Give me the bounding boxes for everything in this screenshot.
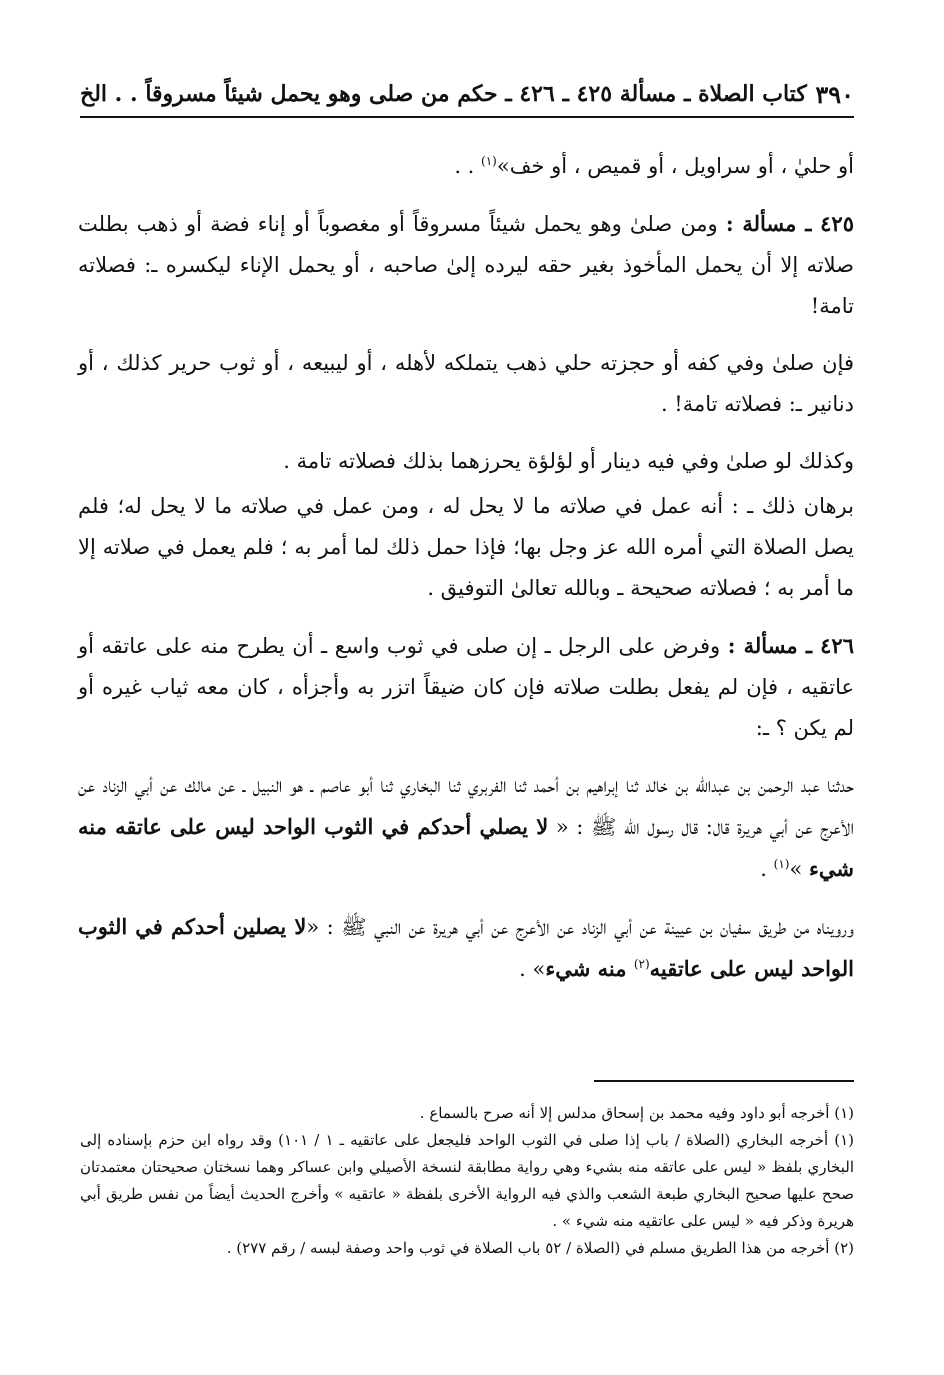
- paragraph-isnad-1: حدثنا عبد الرحمن بن عبدالله بن خالد ثنا إبراهيم بن أحمد ثنا الفربري ثنا البخاري ثنا أبو عاصم ـ هو النبيل ـ عن مالك عن أبي الزناد عن الأعرج عن أبي هريرة قال: قال رسول الله ﷺ : « لا يصلي أحدكم في الثوب الواحد ليس على عاتقه منه شيء »$^{(١)}$ .: [78, 773, 854, 881]
- footnote-divider: [594, 1080, 854, 1082]
- issue-425: ٤٢٥ ـ مسألة : ومن صلىٰ وهو يحمل شيئاً مسروقاً أو مغصوباً أو إناء فضة أو ذهب بطلت صلاته إلا أن يحمل المأخوذ بغير حقه ليرده إلىٰ صاحبه ، أو يحمل الإناء ليكسره ـ: فصلاته تامة!: [78, 211, 854, 318]
- footnote-ref: (١): [773, 857, 790, 871]
- footnote-mark: (١): [834, 1131, 855, 1149]
- footnote-ref: (١): [481, 154, 497, 168]
- paragraph-continuation: أو حليٰ ، أو سراويل ، أو قميص ، أو خف»$^{(١)}$ . .: [454, 154, 854, 178]
- footnote-3: (٢) أخرجه من هذا الطريق مسلم في (الصلاة / ٥٢ باب الصلاة في ثوب واحد وصفة لبسه / رقم ٢٧٧) .: [226, 1239, 854, 1257]
- footnote-mark: (١): [834, 1104, 854, 1122]
- issue-426: ٤٢٦ ـ مسألة : وفرض على الرجل ـ إن صلى في ثوب واسع ـ أن يطرح منه على عاتقه أو عاتقيه ، فإن لم يفعل بطلت صلاته فإن كان ضيقاً اتزر به وأجزأه ، كان معه ثياب غيره أو لم يكن ؟ ـ:: [78, 633, 854, 740]
- issue-number: ٤٢٦ ـ مسألة :: [727, 633, 854, 658]
- main-text: [78, 146, 854, 1006]
- footnote-2: (١) أخرجه البخاري (الصلاة / باب إذا صلى في الثوب الواحد فليجعل على عاتقيه ـ ١ / ١٠١) وقد رواه ابن حزم بإسناده إلى البخاري بلفظ « ليس على عاتقه منه بشيء وهي رواية مطابقة لنسخة الأصيلي وابن عساكر وهما نسختان صحيحتان معتمدتان صحح عليها صحيح البخاري طبعة الشعب والذي فيه الرواية الأخرى بلفظة « عاتقيه » وأخرج الحديث أيضاً من نفس طريق أبي هريرة وذكر فيه « ليس على عاتقيه منه شيء » .: [80, 1131, 855, 1230]
- hadith-text: منه شيء: [545, 956, 634, 981]
- page-header: [80, 72, 854, 118]
- paragraph-isnad-2: ورويناه من طريق سفيان بن عيينة عن أبي الزناد عن الأعرج عن أبي هريرة عن النبي ﷺ : «لا يصلين أحدكم في الثوب الواحد ليس على عاتقيه$^{(٢)}$ منه شيء» .: [78, 914, 855, 981]
- hadith-text: لا يصلين أحدكم في الثوب الواحد ليس على عاتقيه: [78, 914, 854, 981]
- footnotes: [80, 1100, 854, 1262]
- paragraph-jewelry: فإن صلىٰ وفي كفه أو حجزته حلي ذهب يتملكه لأهله ، أو ليبيعه ، أو ثوب حرير كذلك ، أو دنانير ـ: فصلاته تامة! .: [78, 351, 854, 416]
- hadith-text: لا يصلي أحدكم في الثوب الواحد ليس على عاتقه منه شيء: [78, 814, 854, 881]
- footnote-1: (١) أخرجه أبو داود وفيه محمد بن إسحاق مدلس إلا أنه صرح بالسماع .: [419, 1104, 854, 1122]
- footnote-ref: (٢): [633, 957, 650, 971]
- issue-number: ٤٢٥ ـ مسألة :: [725, 211, 854, 236]
- footnote-mark: (٢): [834, 1239, 854, 1257]
- paragraph-dinar: وكذلك لو صلىٰ وفي فيه دينار أو لؤلؤة يحرزهما بذلك فصلاته تامة .: [283, 449, 854, 473]
- paragraph-proof: برهان ذلك ـ : أنه عمل في صلاته ما لا يحل له ، ومن عمل في صلاته ما لا يحل له؛ فلم يصل الصلاة التي أمره الله عز وجل بها؛ فإذا حمل ذلك لما أمر به ؛ فلم يعمل في صلاته إلا ما أمر به ؛ فصلاته صحيحة ـ وبالله تعالىٰ التوفيق .: [78, 494, 854, 600]
- running-title: كتاب الصلاة ـ مسألة ٤٢٥ ـ ٤٢٦ ـ حكم من صلى وهو يحمل شيئاً مسروقاً . . الخ: [80, 81, 807, 107]
- page-number: ٣٩٠: [815, 79, 854, 109]
